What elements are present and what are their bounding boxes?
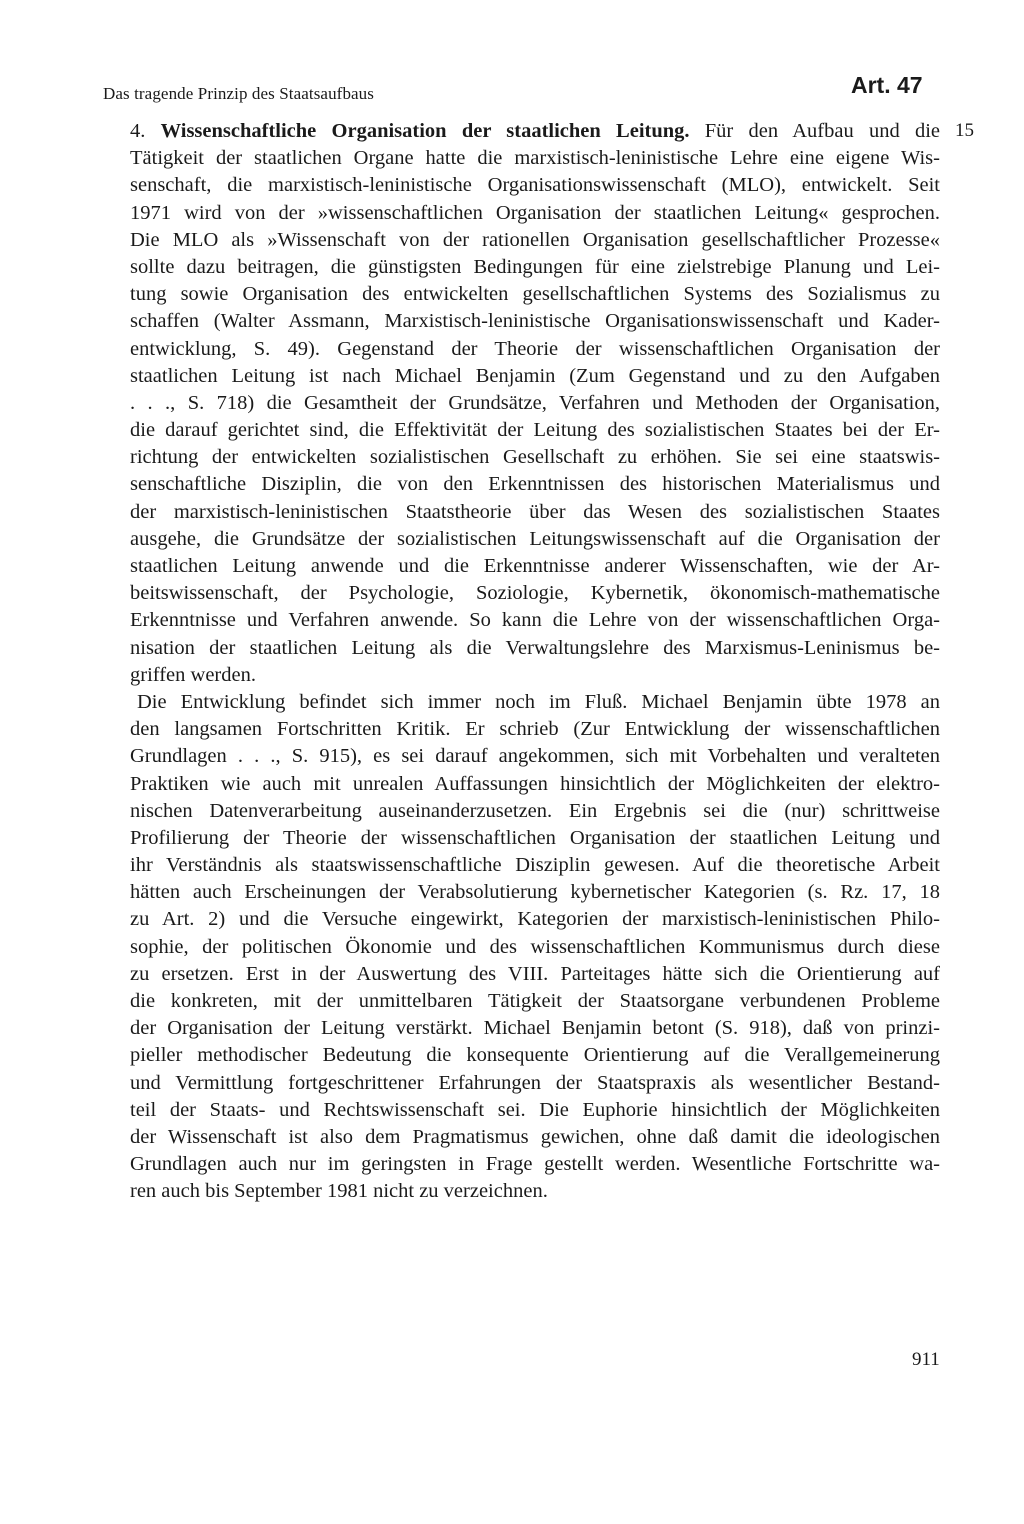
text-line: zu ersetzen. Erst in der Auswertung des VIII. Parteitages hätte sich die Orientierung auf — [130, 962, 940, 985]
text-line: den langsamen Fortschritten Kritik. Er schrieb (Zur Entwicklung der wissenschaftlichen — [130, 718, 940, 741]
text-line: ren auch bis September 1981 nicht zu verzeichnen. — [130, 1180, 548, 1203]
text-line: pieller methodischer Bedeutung die konsequente Orientierung auf die Verallgemeinerung — [130, 1044, 940, 1067]
paragraph-2 — [130, 689, 940, 1206]
text-line: Die Entwicklung befindet sich immer noch im Fluß. Michael Benjamin übte 1978 an — [137, 690, 940, 713]
text-line: der Organisation der Leitung verstärkt. Michael Benjamin betont (S. 918), daß von prinzi- — [130, 1017, 940, 1040]
text-line: schaffen (Walter Assmann, Marxistisch-leninistische Organisationswissenschaft und Kader- — [130, 310, 940, 333]
text-line: der Wissenschaft ist also dem Pragmatismus gewichen, ohne daß damit die ideologischen — [130, 1125, 940, 1148]
running-head: Das tragende Prinzip des Staatsaufbaus — [103, 84, 375, 103]
article-reference: Art. 47 — [851, 72, 923, 98]
text-line: entwicklung, S. 49). Gegenstand der Theorie der wissenschaftlichen Organisation der — [130, 337, 940, 360]
text-line: griffen werden. — [130, 663, 256, 686]
text-line: ausgehe, die Grundsätze der sozialistischen Leitungswissenschaft auf die Organisation der — [130, 527, 940, 550]
text-line: Erkenntnisse und Verfahren anwende. So kann die Lehre von der wissenschaftlichen Orga- — [130, 609, 940, 632]
text-line: ihr Verständnis als staatswissenschaftliche Disziplin gewesen. Auf die theoretische Arbeit — [130, 854, 940, 877]
text-line: Grundlagen auch nur im geringsten in Frage gestellt werden. Wesentliche Fortschritte wa- — [130, 1153, 940, 1176]
text-line: . . ., S. 718) die Gesamtheit der Grundsätze, Verfahren und Methoden der Organisation, — [130, 391, 940, 414]
text-line: Praktiken wie auch mit unrealen Auffassungen hinsichtlich der Möglichkeiten der elektro- — [130, 772, 940, 795]
text-line: staatlichen Leitung ist nach Michael Benjamin (Zum Gegenstand und zu den Aufgaben — [130, 364, 940, 387]
section-first-line-text: Für den Aufbau und die — [704, 120, 940, 142]
paragraph-1 — [130, 145, 940, 689]
text-line: beitswissenschaft, der Psychologie, Soziologie, Kybernetik, ökonomisch-mathematische — [130, 582, 940, 605]
text-line: die darauf gerichtet sind, die Effektivität der Leitung des sozialistischen Staates bei der Er- — [130, 419, 940, 442]
text-line: hätten auch Erscheinungen der Verabsolutierung kybernetischer Kategorien (s. Rz. 17, 18 — [130, 881, 940, 904]
text-line: Grundlagen . . ., S. 915), es sei darauf angekommen, sich mit Vorbehalten und veralteten — [130, 745, 940, 768]
page-number: 911 — [912, 1349, 940, 1370]
text-line: Die MLO als »Wissenschaft von der rationellen Organisation gesellschaftlicher Prozesse« — [130, 228, 940, 251]
text-line: senschaft, die marxistisch-leninistische Organisationswissenschaft (MLO), entwickelt. Seit — [130, 174, 940, 197]
text-line: senschaftliche Disziplin, die von den Erkenntnissen des historischen Materialismus und — [130, 473, 940, 496]
text-line: staatlichen Leitung anwende und die Erkenntnisse anderer Wissenschaften, wie der Ar- — [130, 555, 940, 577]
text-line: sollte dazu beitragen, die günstigsten Bedingungen für eine zielstrebige Planung und Lei- — [130, 255, 940, 278]
text-line: nischen Datenverarbeitung auseinanderzusetzen. Ein Ergebnis sei die (nur) schrittweise — [130, 799, 940, 822]
section-title: Wissenschaftliche Organisation der staatlichen Leitung. — [160, 120, 690, 142]
section-number: 4. — [130, 120, 146, 142]
text-line: nisation der staatlichen Leitung als die Verwaltungslehre des Marxismus-Leninismus be- — [130, 636, 940, 659]
text-line: tung sowie Organisation des entwickelten gesellschaftlichen Systems des Sozialismus zu — [130, 283, 940, 306]
text-line: 1971 wird von der »wissenschaftlichen Organisation der staatlichen Leitung« gesprochen. — [130, 201, 940, 224]
text-line: sophie, der politischen Ökonomie und des wissenschaftlichen Kommunismus durch diese — [130, 935, 940, 958]
section-heading-line — [130, 118, 940, 145]
text-line: teil der Staats- und Rechtswissenschaft sei. Die Euphorie hinsichtlich der Möglichkeiten — [130, 1098, 940, 1121]
text-line: Profilierung der Theorie der wissenschaftlichen Organisation der staatlichen Leitung und — [130, 826, 940, 849]
text-line: zu Art. 2) und die Versuche eingewirkt, Kategorien der marxistisch-leninistischen Philo- — [130, 908, 940, 931]
text-line: Tätigkeit der staatlichen Organe hatte die marxistisch-leninistische Lehre eine eigene Wis- — [130, 147, 940, 170]
margin-number: 15 — [955, 120, 974, 141]
text-line: richtung der entwickelten sozialistischen Gesellschaft zu erhöhen. Sie sei eine staatswis- — [130, 446, 940, 469]
text-line: und Vermittlung fortgeschrittener Erfahrungen der Staatspraxis als wesentlicher Bestand- — [130, 1071, 940, 1094]
text-line: die konkreten, mit der unmittelbaren Tätigkeit der Staatsorgane verbundenen Probleme — [130, 990, 940, 1012]
text-line: der marxistisch-leninistischen Staatstheorie über das Wesen des sozialistischen Staates — [130, 500, 940, 523]
body-text — [130, 118, 940, 1206]
